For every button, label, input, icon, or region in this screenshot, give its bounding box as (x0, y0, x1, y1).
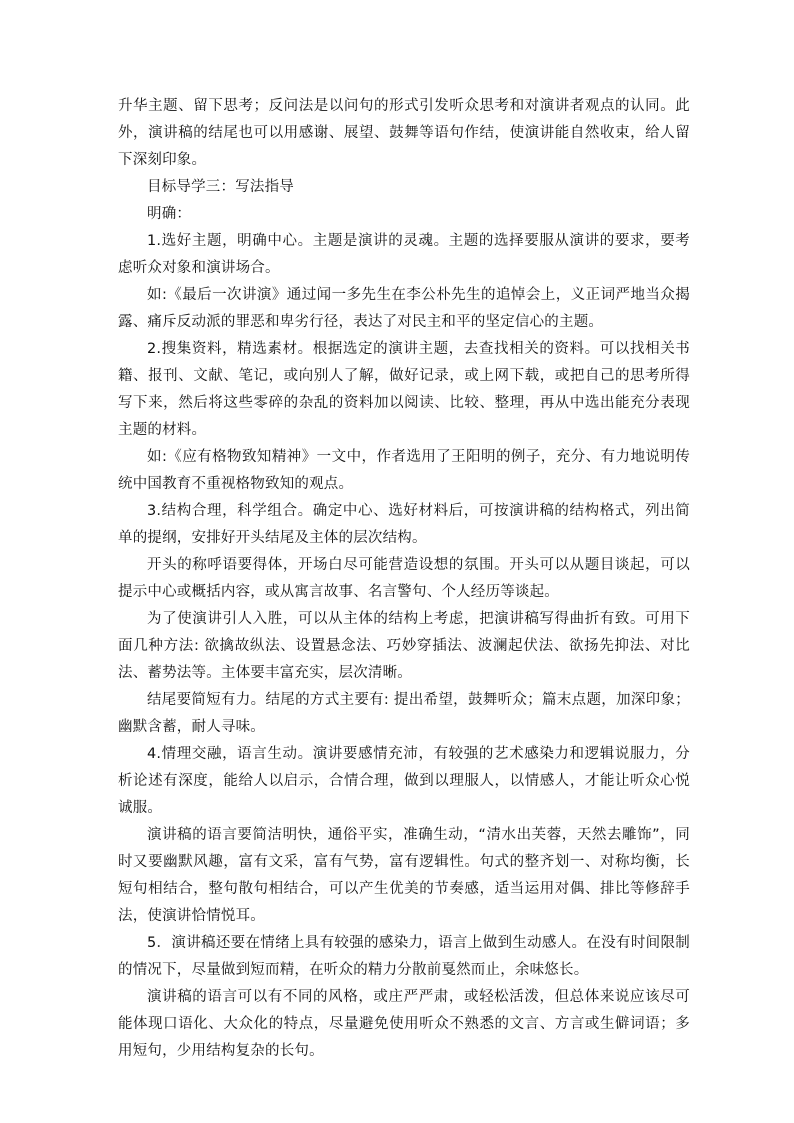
point-5-emotional-appeal: 5．演讲稿还要在情绪上具有较强的感染力，语言上做到生动感人。在没有时间限制的情况下，尽量做到短而精，在听众的精力分散前戛然而止，余味悠长。 (118, 935, 690, 978)
paragraph-conclusion-methods: 升华主题、留下思考；反问法是以问句的形式引发听众思考和对演讲者观点的认同。此外，演讲稿的结尾也可以用感谢、展望、鼓舞等语句作结，使演讲能自然收束，给人留下深刻印象。 (118, 98, 690, 168)
paragraph-language-variety: 演讲稿的语言可以有不同的风格，或庄严严肃，或轻松活泼，但总体来说应该尽可能体现口语化、大众化的特点，尽量避免使用听众不熟悉的文言、方言或生僻词语；多用短句，少用结构复杂的长句。 (118, 989, 690, 1059)
point-3-structure: 3.结构合理，科学组合。确定中心、选好材料后，可按演讲稿的结构格式，列出简单的提纲，安排好开头结尾及主体的层次结构。 (118, 503, 690, 546)
paragraph-opening: 开头的称呼语要得体，开场白尽可能营造设想的氛围。开头可以从题目谈起，可以提示中心或概括内容，或从寓言故事、名言警句、个人经历等谈起。 (118, 557, 690, 600)
point-4-emotion-reason: 4.情理交融，语言生动。演讲要感情充沛，有较强的艺术感染力和逻辑说服力，分析论述有深度，能给人以启示，合情合理，做到以理服人，以情感人，才能让听众心悦诚服。 (118, 746, 690, 816)
section-heading-writing-guide: 目标导学三：写法指导 (147, 179, 294, 195)
document-page (118, 93, 690, 1065)
point-2-materials: 2.搜集资料，精选素材。根据选定的演讲主题，去查找相关的资料。可以找相关书籍、报刊、文献、笔记，或向别人了解，做好记录，或上网下载，或把自己的思考所得写下来，然后将这些零碎的杂乱的资料加以阅读、比较、整理，再从中选出能充分表现主题的材料。 (118, 341, 690, 438)
point-1-theme: 1.选好主题，明确中心。主题是演讲的灵魂。主题的选择要服从演讲的要求，要考虑听众对象和演讲场合。 (118, 233, 690, 276)
example-gewu-zhizhi: 如:《应有格物致知精神》一文中，作者选用了王阳明的例子，充分、有力地说明传统中国教育不重视格物致知的观点。 (118, 449, 690, 492)
example-last-speech: 如:《最后一次讲演》通过闻一多先生在李公朴先生的追悼会上，义正词严地当众揭露、痛斥反动派的罪恶和卑劣行径，表达了对民主和平的坚定信心的主题。 (118, 287, 690, 330)
clarify-label: 明确： (147, 206, 192, 222)
paragraph-ending: 结尾要简短有力。结尾的方式主要有: 提出希望，鼓舞听众；篇末点题，加深印象；幽默含蓄，耐人寻味。 (118, 692, 690, 735)
paragraph-language-style: 演讲稿的语言要简洁明快，通俗平实，准确生动，“清水出芙蓉，天然去雕饰”，同时又要幽默风趣，富有文采，富有气势，富有逻辑性。句式的整齐划一、对称均衡，长短句相结合，整句散句相结合，可以产生优美的节奏感，适当运用对偶、排比等修辞手法，使演讲恰情悦耳。 (118, 827, 690, 924)
paragraph-body-methods: 为了使演讲引人入胜，可以从主体的结构上考虑，把演讲稿写得曲折有致。可用下面几种方法: 欲擒故纵法、设置悬念法、巧妙穿插法、波澜起伏法、欲扬先抑法、对比法、蓄势法等。主体要丰富充实，层次清晰。 (118, 611, 690, 681)
